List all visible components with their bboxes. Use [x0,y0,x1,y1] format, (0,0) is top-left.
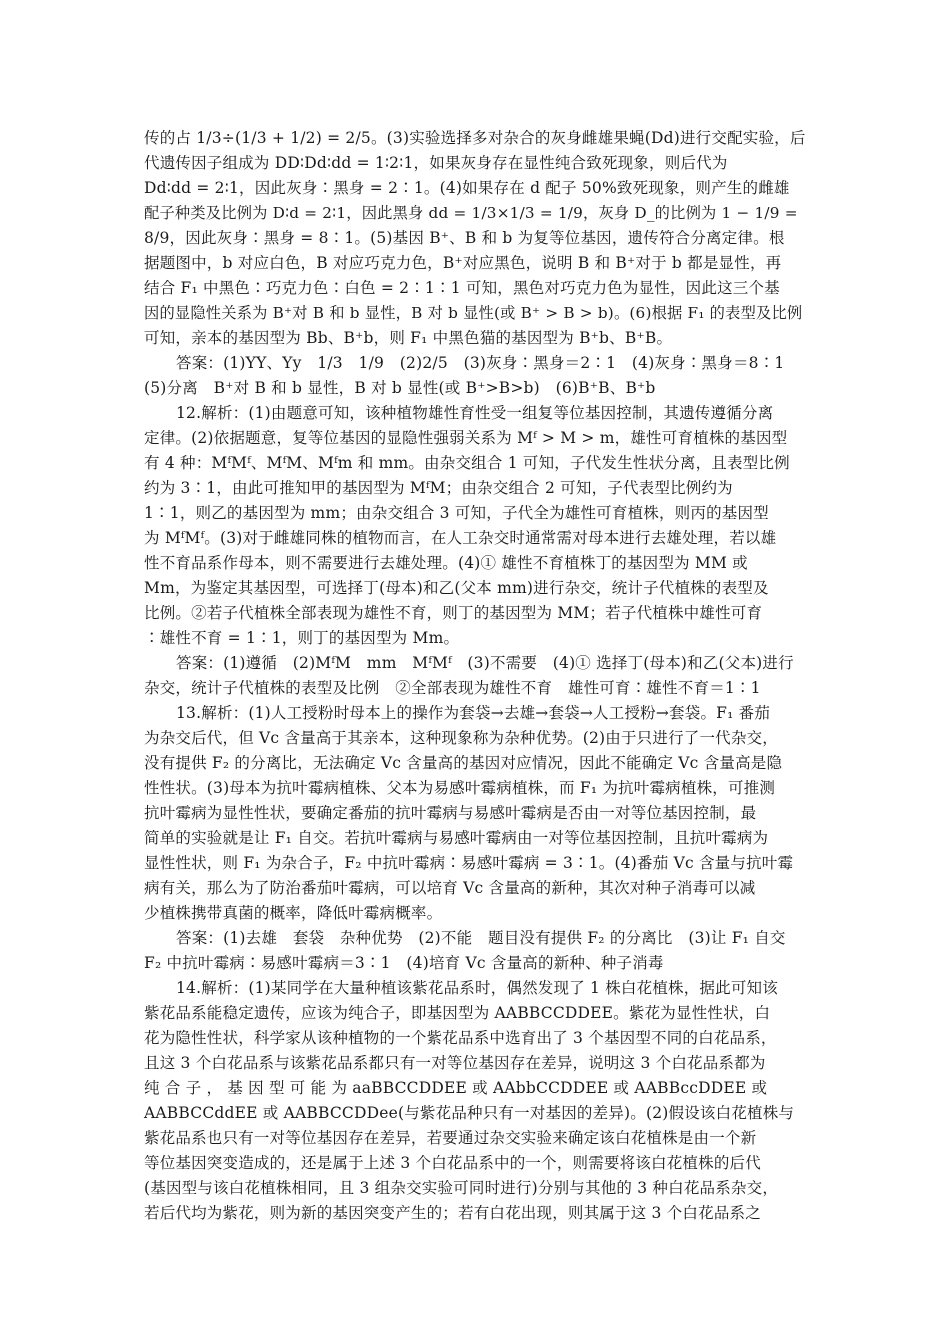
text-line: 约为 3∶1，由此可推知甲的基因型为 MᶠM；由杂交组合 2 可知，子代表型比例约为 [144,479,733,497]
text-line: 等位基因突变造成的，还是属于上述 3 个白花品系中的一个，则需要将该白花植株的后代 [144,1154,761,1172]
text-line: Mm，为鉴定其基因型，可选择丁(母本)和乙(父本 mm)进行杂交，统计子代植株的表型及 [144,579,769,597]
text-line: 据题图中，b 对应白色，B 对应巧克力色，B⁺对应黑色，说明 B 和 B⁺对于 b 都是显性，再 [144,254,782,272]
answer-line: (5)分离 B⁺对 B 和 b 显性，B 对 b 显性(或 B⁺>B>b) (6)B⁺B、B⁺b [144,379,656,397]
answer-line: 答案：(1)遵循 (2)MᶠM mm MᶠMᶠ (3)不需要 (4)① 选择丁(母本)和乙(父本)进行 [176,654,794,672]
analysis-heading-line: 13.解析：(1)人工授粉时母本上的操作为套袋→去雄→套袋→人工授粉→套袋。F₁ 番茄 [176,704,771,722]
text-line: 8/9，因此灰身∶黑身 = 8∶1。(5)基因 B⁺、B 和 b 为复等位基因，遗传符合分离定律。根 [144,229,785,247]
text-line: 若后代均为紫花，则为新的基因突变产生的；若有白花出现，则其属于这 3 个白花品系之 [144,1204,761,1222]
text-line: 没有提供 F₂ 的分离比，无法确定 Vc 含量高的基因对应情况，因此不能确定 Vc 含量高是隐 [144,754,783,772]
text-line: 病有关，那么为了防治番茄叶霉病，可以培育 Vc 含量高的新种，其次对种子消毒可以减 [144,879,756,897]
analysis-heading-line: 14.解析：(1)某同学在大量种植该紫花品系时，偶然发现了 1 株白花植株，据此可知该 [176,979,778,997]
text-line: 花为隐性性状，科学家从该种植物的一个紫花品系中选育出了 3 个基因型不同的白花品系， [144,1029,777,1047]
text-line: Dd∶dd = 2∶1，因此灰身∶黑身 = 2∶1。(4)如果存在 d 配子 50%致死现象，则产生的雌雄 [144,179,790,197]
text-line: 少植株携带真菌的概率，降低叶霉病概率。 [144,904,443,922]
text-line: 纯 合 子 ， 基 因 型 可 能 为 aaBBCCDDEE 或 AAbbCCDDEE 或 AABBccDDEE 或 [144,1079,768,1097]
answer-line: 答案：(1)去雄 套袋 杂种优势 (2)不能 题目没有提供 F₂ 的分离比 (3)让 F₁ 自交 [176,929,786,947]
text-line: 有 4 种：MᶠMᶠ、MᶠM、Mᶠm 和 mm。由杂交组合 1 可知，子代发生性状分离，且表型比例 [144,454,790,472]
text-line: 性不育品系作母本，则不需要进行去雄处理。(4)① 雄性不育植株丁的基因型为 MM 或 [144,554,748,572]
text-line: AABBCCddEE 或 AABBCCDDee(与紫花品种只有一对基因的差异)。(2)假设该白花植株与 [144,1104,795,1122]
text-line: ∶雄性不育 = 1∶1，则丁的基因型为 Mm。 [144,629,460,647]
text-line: 性性状。(3)母本为抗叶霉病植株、父本为易感叶霉病植株，而 F₁ 为抗叶霉病植株，可推测 [144,779,776,797]
text-line: 1∶1，则乙的基因型为 mm；由杂交组合 3 可知，子代全为雄性可育植株，则丙的基因型 [144,504,769,522]
answer-line: F₂ 中抗叶霉病∶易感叶霉病＝3∶1 (4)培育 Vc 含量高的新种、种子消毒 [144,954,664,972]
text-line: (基因型与该白花植株相同，且 3 组杂交实验可同时进行)分别与其他的 3 种白花品系杂交， [144,1179,779,1197]
text-line: 比例。②若子代植株全部表现为雄性不育，则丁的基因型为 MM；若子代植株中雄性可育 [144,604,763,622]
answer-line: 答案：(1)YY、Yy 1/3 1/9 (2)2/5 (3)灰身∶黑身＝2∶1 (4)灰身∶黑身＝8∶1 [176,354,785,372]
text-line: 为 MᶠMᶠ。(3)对于雌雄同株的植物而言，在人工杂交时通常需对母本进行去雄处理，若以雄 [144,529,777,547]
analysis-heading-line: 12.解析：(1)由题意可知，该种植物雄性育性受一组复等位基因控制，其遗传遵循分离 [176,404,774,422]
text-line: 配子种类及比例为 D∶d = 2∶1，因此黑身 dd = 1/3×1/3 = 1/9，灰身 D_的比例为 1 − 1/9 = [144,204,798,222]
text-line: 显性性状，则 F₁ 为杂合子，F₂ 中抗叶霉病∶易感叶霉病 = 3∶1。(4)番茄 Vc 含量与抗叶霉 [144,854,794,872]
text-line: 定律。(2)依据题意，复等位基因的显隐性强弱关系为 Mᶠ > M > m，雄性可育植株的基因型 [144,429,788,447]
text-line: 紫花品系也只有一对等位基因存在差异，若要通过杂交实验来确定该白花植株是由一个新 [144,1129,757,1147]
text-line: 抗叶霉病为显性性状，要确定番茄的抗叶霉病与易感叶霉病是否由一对等位基因控制，最 [144,804,757,822]
text-line: 简单的实验就是让 F₁ 自交。若抗叶霉病与易感叶霉病由一对等位基因控制，且抗叶霉病为 [144,829,769,847]
answer-line: 杂交，统计子代植株的表型及比例 ②全部表现为雄性不育 雄性可育∶雄性不育＝1∶1 [144,679,761,697]
text-line: 代遗传因子组成为 DD∶Dd∶dd = 1∶2∶1，如果灰身存在显性纯合致死现象，则后代为 [144,154,728,172]
text-line: 紫花品系能稳定遗传，应该为纯合子，即基因型为 AABBCCDDEE。紫花为显性性状，白 [144,1004,771,1022]
text-line: 且这 3 个白花品系与该紫花品系都只有一对等位基因存在差异，说明这 3 个白花品系都为 [144,1054,766,1072]
text-line: 结合 F₁ 中黑色∶巧克力色∶白色 = 2∶1∶1 可知，黑色对巧克力色为显性，因此这三个基 [144,279,780,297]
text-line: 可知，亲本的基因型为 Bb、B⁺b，则 F₁ 中黑色猫的基因型为 B⁺b、B⁺B。 [144,329,673,347]
text-line: 为杂交后代，但 Vc 含量高于其亲本，这种现象称为杂种优势。(2)由于只进行了一代杂交， [144,729,778,747]
text-line: 传的占 1/3÷(1/3 + 1/2) = 2/5。(3)实验选择多对杂合的灰身雌雄果蝇(Dd)进行交配实验，后 [144,129,806,147]
text-line: 因的显隐性关系为 B⁺对 B 和 b 显性，B 对 b 显性(或 B⁺ > B > b)。(6)根据 F₁ 的表型及比例 [144,304,803,322]
